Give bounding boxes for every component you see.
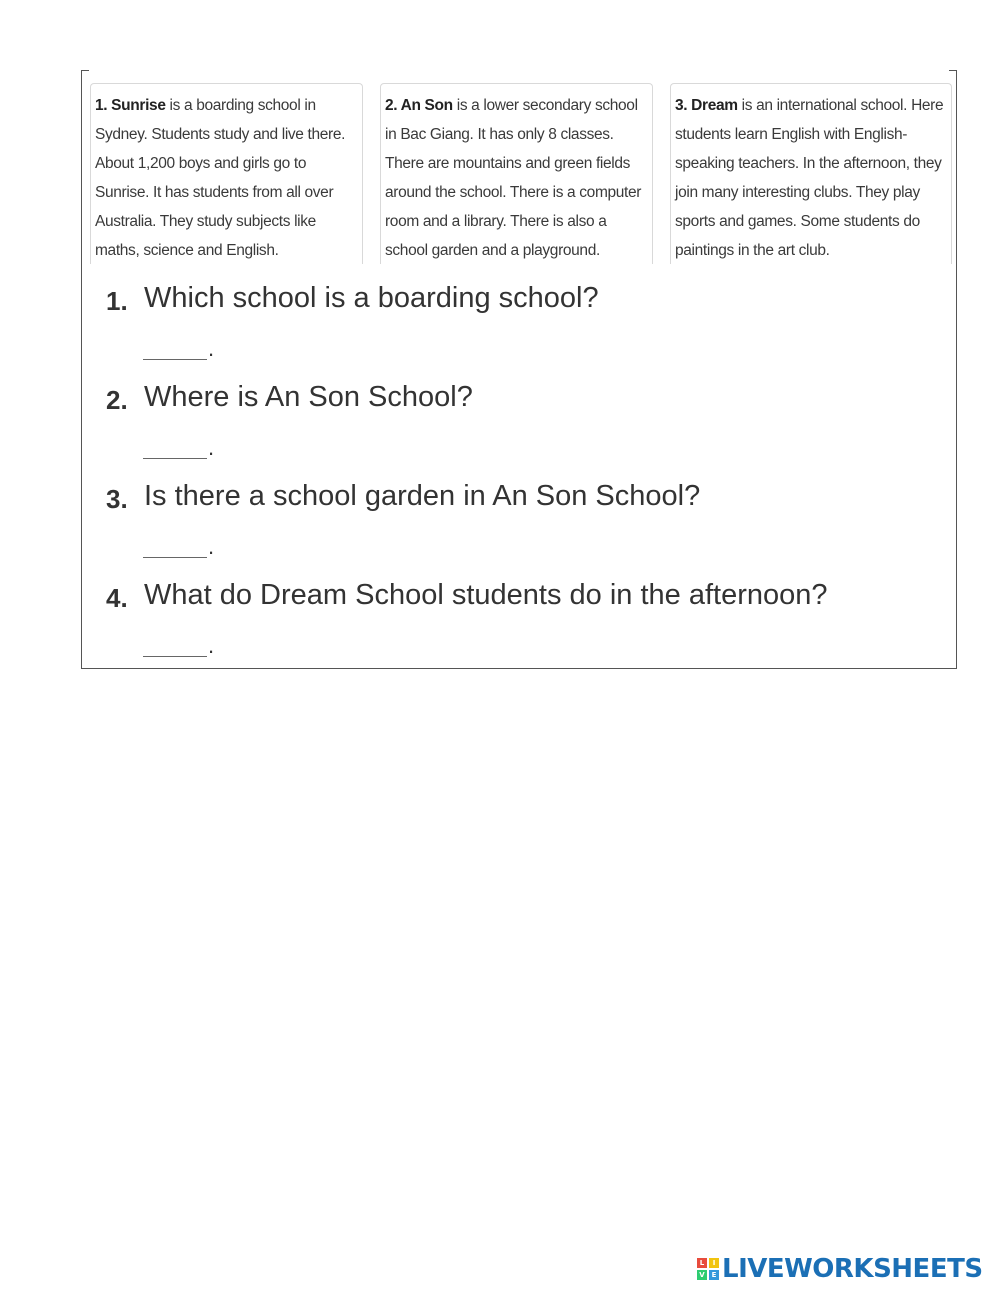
question-number: 1. [106,286,128,316]
logo-block: I [709,1258,719,1268]
question-number: 2. [106,385,128,415]
answer-input[interactable] [143,630,207,657]
liveworksheets-logo [697,1254,983,1284]
answer-row [143,630,214,657]
frame-corner-left [82,70,89,71]
logo-block: L [697,1258,707,1268]
logo-block: E [709,1270,719,1280]
answer-input[interactable] [143,432,207,459]
question-text: Where is An Son School? [144,381,473,413]
question-1 [104,278,944,377]
answer-row [143,333,214,360]
question-number: 4. [106,583,128,613]
worksheet-frame [81,70,957,669]
question-2 [104,377,944,476]
answer-input[interactable] [143,333,207,360]
answer-period: . [208,633,215,658]
passage-title: 1. Sunrise [95,97,166,114]
logo-text: LIVEWORKSHEETS [722,1254,983,1284]
answer-input[interactable] [143,531,207,558]
question-text: Which school is a boarding school? [144,282,599,314]
passage-body: is an international school. Here students learn English with English-speaking teachers. In the afternoon, they join many interesting clubs. They play sports and games. Some students do paintings in the art club. [675,97,944,259]
answer-period: . [208,435,215,460]
logo-icon [697,1258,719,1280]
passage-title: 2. An Son [385,97,453,114]
passage-title: 3. Dream [675,97,738,114]
question-3 [104,476,944,575]
passage-dream [670,83,952,264]
question-number: 3. [106,484,128,514]
answer-period: . [208,534,215,559]
answer-row [143,531,214,558]
logo-block: V [697,1270,707,1280]
answer-row [143,432,214,459]
question-4 [104,575,944,674]
passage-an-son [380,83,653,264]
frame-corner-right [949,70,956,71]
question-list [104,278,944,674]
question-text: Is there a school garden in An Son School? [144,480,701,512]
reading-passages [90,83,950,264]
passage-body: is a boarding school in Sydney. Students study and live there. About 1,200 boys and girls go to Sunrise. It has students from all over Australia. They study subjects like maths, science and English. [95,97,346,259]
question-text: What do Dream School students do in the afternoon? [144,579,828,611]
passage-sunrise [90,83,363,264]
answer-period: . [208,336,215,361]
passage-body: is a lower secondary school in Bac Giang. It has only 8 classes. There are mountains and green fields around the school. There is a computer room and a library. There is also a school garden and a playground. [385,97,642,259]
